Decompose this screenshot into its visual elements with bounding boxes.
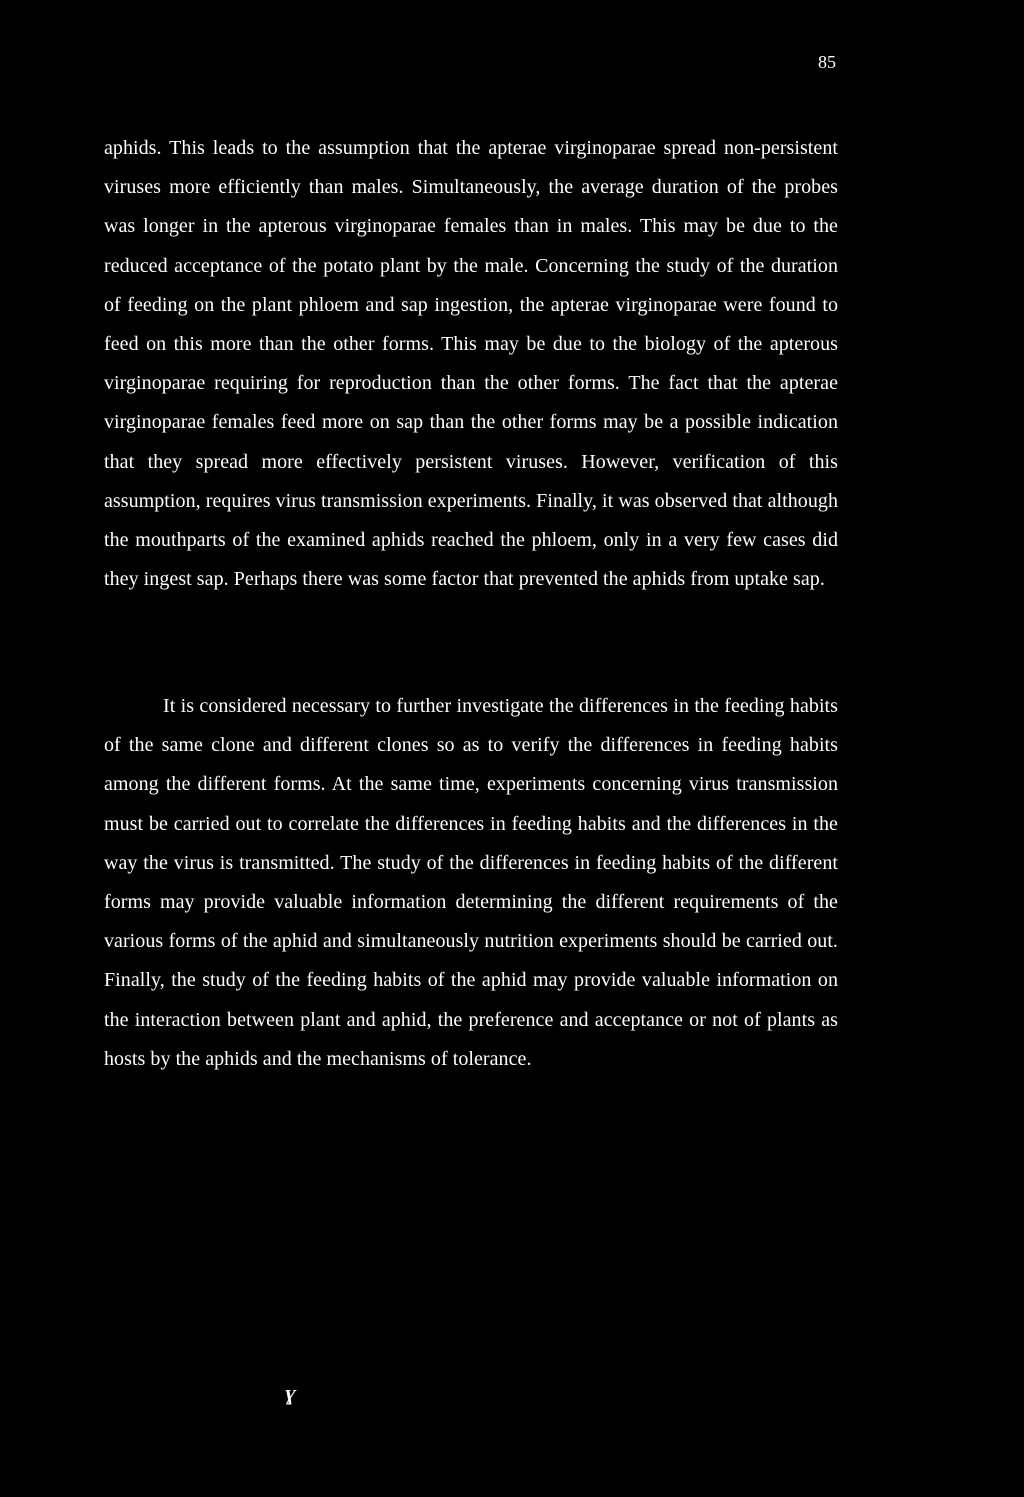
page-number: 85: [818, 52, 836, 72]
paragraph-2: It is considered necessary to further investigate the differences in the feeding habits of the same clone and different clones so as to verify the differences in feeding habits among the different forms. At the same time, experiments concerning virus transmission must be carried out to correlate the differences in feeding habits and the differences in the way the virus is transmitted. The study of the differences in feeding habits of the different forms may provide valuable information determining the different requirements of the various forms of the aphid and simultaneously nutrition experiments should be carried out. Finally, the study of the feeding habits of the aphid may provide valuable information on the interaction between plant and aphid, the preference and acceptance or not of plants as hosts by the aphids and the mechanisms of tolerance.: [104, 695, 838, 1070]
footer-mark: ɣ: [285, 1380, 296, 1405]
paragraph-1: aphids. This leads to the assumption that the apterae virginoparae spread non-persistent viruses more efficiently than males. Simultaneously, the average duration of the probes was longer in the apterous virginoparae females than in males. This may be due to the reduced acceptance of the potato plant by the male. Concerning the study of the duration of feeding on the plant phloem and sap ingestion, the apterae virginoparae were found to feed on this more than the other forms. This may be due to the biology of the apterous virginoparae requiring for reproduction than the other forms. The fact that the apterae virginoparae females feed more on sap than the other forms may be a possible indication that they spread more effectively persistent viruses. However, verification of this assumption, requires virus transmission experiments. Finally, it was observed that although the mouthparts of the examined aphids reached the phloem, only in a very few cases did they ingest sap. Perhaps there was some factor that prevented the aphids from uptake sap.: [104, 137, 838, 591]
